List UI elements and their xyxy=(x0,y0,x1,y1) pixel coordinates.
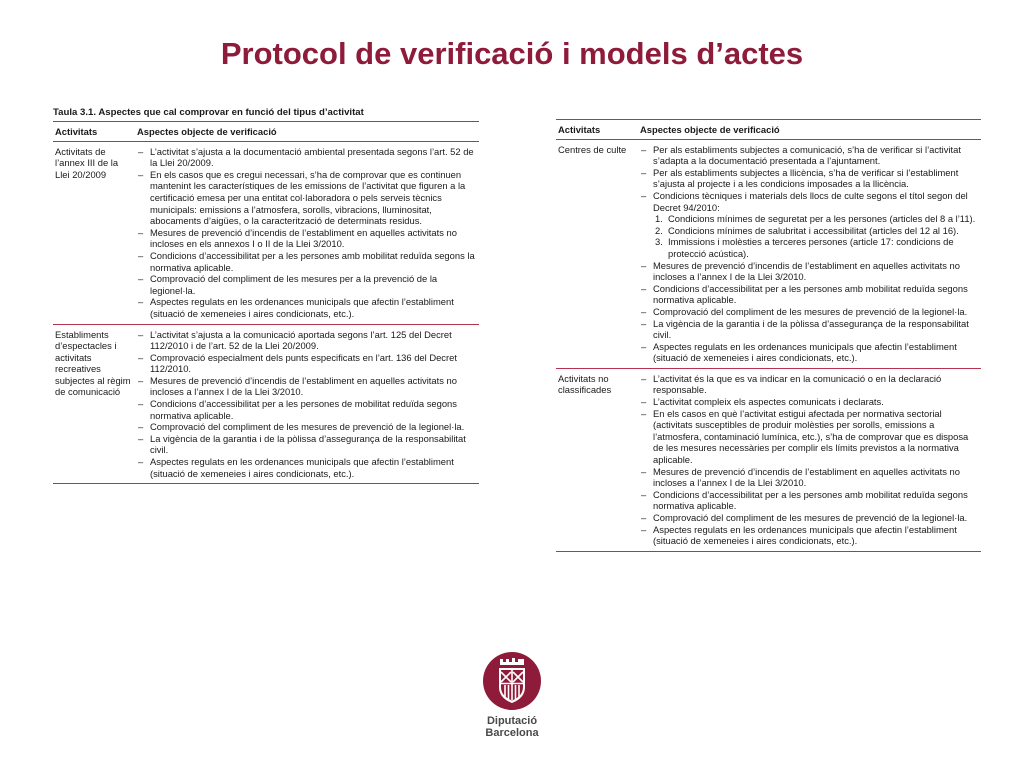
list-item: – Per als establiments subjectes a comunicació, s’ha de verificar si l’activitat s’adapta a la documentació presentada a l’ajuntament. xyxy=(640,144,979,167)
aspects-list xyxy=(137,329,477,480)
left-table xyxy=(53,121,479,484)
right-table-block xyxy=(556,119,981,552)
sub-list-text: Immissions i molèsties a terceres persones (article 17: condicions de protecció acústica). xyxy=(668,236,954,259)
diputacio-barcelona-logo xyxy=(477,651,547,739)
list-item: – Aspectes regulats en les ordenances municipals que afectin l’establiment (situació de xemeneies i aires condicionats, etc.). xyxy=(137,456,477,479)
logo-line-1: Diputació xyxy=(486,715,538,727)
diputacio-barcelona-emblem-icon xyxy=(482,651,542,711)
list-item: – Condicions d’accessibilitat per a les persones amb mobilitat reduïda segons normativa aplicable. xyxy=(640,283,979,306)
list-item: – L’activitat s’ajusta a la documentació ambiental presentada segons l’art. 52 de la Llei 20/2009. xyxy=(137,146,477,169)
table-row xyxy=(556,368,981,551)
list-item: – L’activitat compleix els aspectes comunicats i declarats. xyxy=(640,396,979,408)
activity-cell: Centres de culte xyxy=(556,139,638,368)
list-item: – Comprovació del compliment de les mesures de prevenció de la legionel·la. xyxy=(640,512,979,524)
logo-line-2: Barcelona xyxy=(485,727,539,739)
sub-list-item xyxy=(653,236,979,259)
sub-list xyxy=(653,213,979,259)
sub-list-text: Condicions mínimes de seguretat per a les persones (articles del 8 a l’11). xyxy=(668,213,976,225)
list-item: – Mesures de prevenció d’incendis de l’establiment en aquelles activitats no incloses a l’annex I de la Llei 3/2010. xyxy=(640,260,979,283)
table-header-row xyxy=(556,120,981,140)
sub-list-item xyxy=(653,213,979,225)
list-item: – Mesures de prevenció d’incendis de l’establiment en aquelles activitats no incloses en els annexos I o II de la Llei 3/2010. xyxy=(137,227,477,250)
sub-list-item xyxy=(653,225,979,237)
list-item: – Comprovació del compliment de les mesures de prevenció de la legionel·la. xyxy=(640,306,979,318)
list-item: – La vigència de la garantia i de la pòlissa d’assegurança de la responsabilitat civil. xyxy=(137,433,477,456)
left-table-block xyxy=(53,107,479,484)
table-row xyxy=(556,139,981,368)
sub-list-number: 1. xyxy=(655,213,663,225)
header-activitats: Activitats xyxy=(53,122,135,142)
activity-cell: Activitats no classificades xyxy=(556,368,638,551)
right-table xyxy=(556,119,981,552)
sub-list-number: 2. xyxy=(655,224,663,236)
list-item: – Mesures de prevenció d’incendis de l’establiment en aquelles activitats no incloses a l’annex I de la Llei 3/2010. xyxy=(137,375,477,398)
aspects-cell xyxy=(638,368,981,551)
aspects-cell xyxy=(135,141,479,324)
aspects-list xyxy=(640,373,979,547)
list-item: – En els casos en què l’activitat estigui afectada per normativa sectorial (activitats susceptibles de produir molèsties per sorolls, emissions a l’atmosfera, contaminació lumínica, etc.), s’ha de comprovar que es disposa de les mesures necessàries per complir els límits previstos a la normativa aplicable. xyxy=(640,408,979,466)
list-item: – Comprovació del compliment de les mesures de prevenció de la legionel·la. xyxy=(137,421,477,433)
list-item: – Aspectes regulats en les ordenances municipals que afectin l’establiment (situació de xemeneies i aires condicionats, etc.). xyxy=(137,296,477,319)
table-row xyxy=(53,141,479,324)
sub-list-text: Condicions mínimes de salubritat i accessibilitat (articles del 12 al 16). xyxy=(668,224,959,236)
list-item: – Condicions d’accessibilitat per a les persones amb mobilitat reduïda segons la normativa aplicable. xyxy=(137,250,477,273)
list-item: – Per als establiments subjectes a llicència, s’ha de verificar si l’establiment s’ajusta al projecte i a les condicions imposades a la llicència. xyxy=(640,167,979,190)
list-item: – Condicions d’accessibilitat per a les persones amb mobilitat reduïda segons normativa aplicable. xyxy=(640,489,979,512)
table-caption: Taula 3.1. Aspectes que cal comprovar en funció del tipus d’activitat xyxy=(53,107,364,118)
page-title: Protocol de verificació i models d’actes xyxy=(220,36,804,71)
list-item: – Condicions d’accessibilitat per a les persones de mobilitat reduïda segons normativa aplicable. xyxy=(137,398,477,421)
header-aspectes: Aspectes objecte de verificació xyxy=(135,122,479,142)
list-item: – Comprovació especialment dels punts especificats en l’art. 136 del Decret 112/2010. xyxy=(137,352,477,375)
list-item: – Mesures de prevenció d’incendis de l’establiment en aquelles activitats no incloses a l’annex I de la Llei 3/2010. xyxy=(640,466,979,489)
list-item: – L’activitat és la que es va indicar en la comunicació o en la declaració responsable. xyxy=(640,373,979,396)
aspects-cell xyxy=(135,324,479,484)
header-aspectes: Aspectes objecte de verificació xyxy=(638,120,981,140)
header-activitats: Activitats xyxy=(556,120,638,140)
list-item: – L’activitat s’ajusta a la comunicació aportada segons l’art. 125 del Decret 112/2010 i de l’art. 52 de la Llei 20/2009. xyxy=(137,329,477,352)
list-item: – La vigència de la garantia i de la pòlissa d’assegurança de la responsabilitat civil. xyxy=(640,318,979,341)
table-header-row xyxy=(53,122,479,142)
list-item: – Aspectes regulats en les ordenances municipals que afectin l’establiment (situació de xemeneies i aires condicionats, etc.). xyxy=(640,341,979,364)
sub-list-number: 3. xyxy=(655,236,663,248)
list-item: – Comprovació del compliment de les mesures per a la prevenció de la legionel·la. xyxy=(137,273,477,296)
aspects-list xyxy=(137,146,477,320)
activity-cell: Establiments d’espectacles i activitats recreatives subjectes al règim de comunicació xyxy=(53,324,135,484)
list-item: – Aspectes regulats en les ordenances municipals que afectin l’establiment (situació de xemeneies i aires condicionats, etc.). xyxy=(640,524,979,547)
aspects-list xyxy=(640,144,979,364)
logo-text xyxy=(477,715,547,739)
list-item xyxy=(640,190,979,260)
list-item-text: Condicions tècniques i materials dels llocs de culte segons el títol segon del Decret 94/2010: xyxy=(653,189,968,213)
aspects-cell xyxy=(638,139,981,368)
list-item: – En els casos que es cregui necessari, s’ha de comprovar que es continuen mantenint les característiques de les emissions de l’activitat que figuren a la certificació emesa per una entitat col·laboradora o pels serveis tècnics municipals: emissions a l’atmosfera, sorolls, vibracions, lluminositat, abocaments d’aigües, o la caracterització de determinats residus. xyxy=(137,169,477,227)
table-row xyxy=(53,324,479,484)
activity-cell: Activitats de l’annex III de la Llei 20/2009 xyxy=(53,141,135,324)
